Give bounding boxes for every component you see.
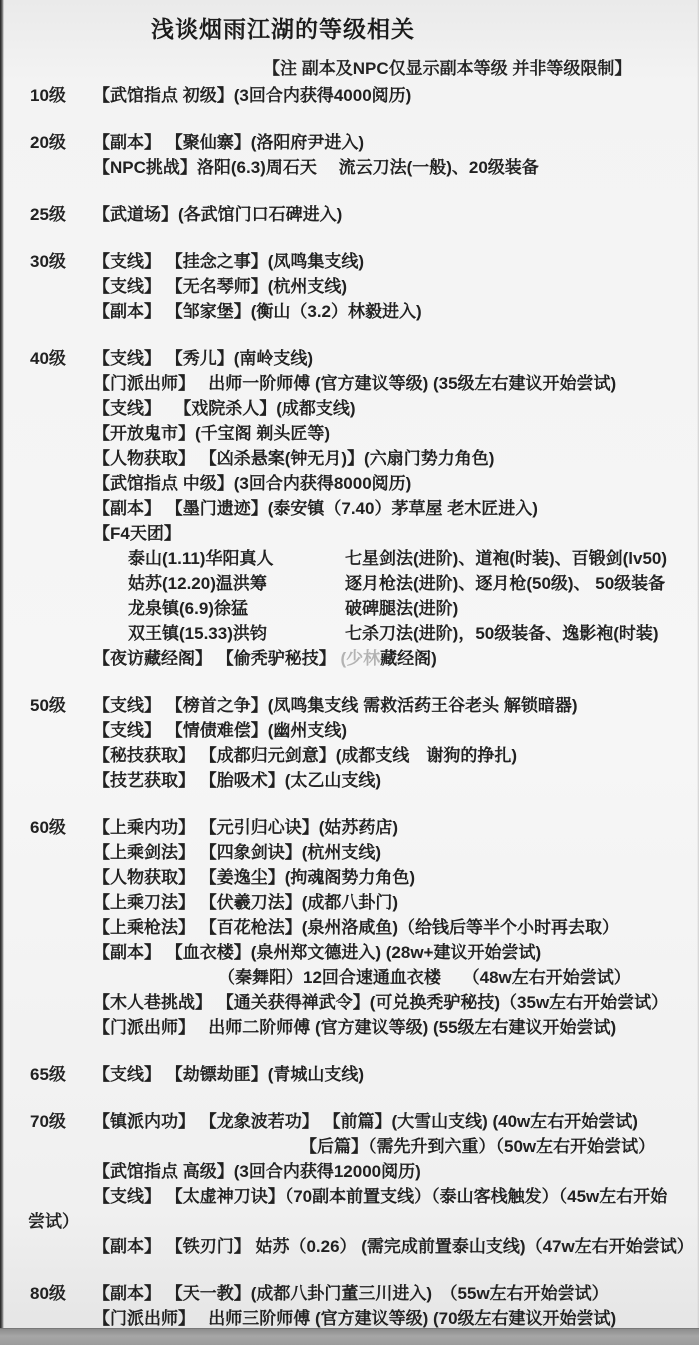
guide-row: 【秘技获取】 【成都归元剑意】(成都支线 谢狗的挣扎) <box>93 746 518 765</box>
guide-row: 【支线】 【太虚神刀诀】（70副本前置支线）（泰山客栈触发）（45w左右开始 <box>93 1187 668 1206</box>
guide-row: 【支线】 【挂念之事】(凤鸣集支线) <box>93 252 365 271</box>
row-text: 藏经阁) <box>380 649 437 668</box>
level-guide-list <box>0 83 699 1331</box>
guide-row: （秦舞阳）12回合速通血衣楼 （48w左右开始尝试） <box>218 968 631 987</box>
guide-row: 【上乘内功】 【元引归心诀】(姑苏药店) <box>93 818 399 837</box>
guide-row: 【副本】 【铁刃门】 姑苏（0.26） (需完成前置泰山支线)（47w左右开始尝试） <box>93 1237 694 1256</box>
level-group <box>0 1109 699 1259</box>
guide-row <box>93 646 699 671</box>
level-group <box>0 1281 699 1331</box>
guide-row: 【门派出师】 出师一阶师傅 (官方建议等级) (35级左右建议开始尝试) <box>93 374 617 393</box>
npc-name: 龙泉镇(6.9)徐猛 <box>128 599 248 618</box>
level-label: 50级 <box>30 696 66 715</box>
level-label: 65级 <box>30 1065 66 1084</box>
level-group <box>0 346 699 671</box>
guide-row: 【武馆指点 中级】(3回合内获得8000阅历) <box>93 474 412 493</box>
guide-row: 【人物获取】 【姜逸尘】(拘魂阁势力角色) <box>93 868 416 887</box>
npc-name: 姑苏(12.20)温洪筹 <box>128 574 267 593</box>
guide-row: 【门派出师】 出师二阶师傅 (官方建议等级) (55级左右建议开始尝试) <box>93 1018 617 1037</box>
guide-row <box>128 571 699 596</box>
guide-row: 【副本】 【血衣楼】(泉州郑文德进入) (28w+建议开始尝试) <box>93 943 542 962</box>
guide-row: 【人物获取】 【凶杀悬案(钟无月)】(六扇门势力角色) <box>93 449 495 468</box>
level-group <box>0 815 699 1040</box>
npc-reward: 七杀刀法(进阶)，50级装备、逸影袍(时装) <box>345 624 659 643</box>
guide-row: 【上乘刀法】 【伏羲刀法】(成都八卦门) <box>93 893 399 912</box>
guide-row: 【镇派内功】 【龙象波若功】 【前篇】(大雪山支线) (40w左右开始尝试) <box>93 1112 638 1131</box>
level-group <box>0 249 699 324</box>
level-group <box>0 693 699 793</box>
guide-row: 【门派出师】 出师三阶师傅 (官方建议等级) (70级左右建议开始尝试) <box>93 1309 617 1328</box>
level-group <box>0 130 699 180</box>
guide-row <box>128 546 699 571</box>
guide-row: 【副本】 【墨门遗迹】(泰安镇（7.40）茅草屋 老木匠进入) <box>93 499 538 518</box>
guide-row: 【F4天团】 <box>93 524 181 543</box>
guide-row: 【上乘枪法】 【百花枪法】(泉州洛咸鱼)（给钱后等半个小时再去取） <box>93 918 620 937</box>
level-label: 30级 <box>30 252 66 271</box>
guide-row: 【上乘剑法】 【四象剑诀】(杭州支线) <box>93 843 382 862</box>
npc-reward: 逐月枪法(进阶)、逐月枪(50级)、 50级装备 <box>345 574 666 593</box>
row-text: 【夜访藏经阁】 【偷秃驴秘技】 <box>93 649 341 668</box>
guide-row: 【后篇】（需先升到六重）（50w左右开始尝试） <box>300 1137 656 1156</box>
guide-row: 【支线】 【秀儿】(南岭支线) <box>93 349 314 368</box>
guide-row <box>128 621 699 646</box>
guide-row: 【技艺获取】 【胎吸术】(太乙山支线) <box>93 771 382 790</box>
level-label: 60级 <box>30 818 66 837</box>
level-group <box>0 83 699 108</box>
guide-row: 【支线】 【无名琴师】(杭州支线) <box>93 277 348 296</box>
level-group <box>0 202 699 227</box>
guide-row: 【支线】 【戏院杀人】(成都支线) <box>93 399 356 418</box>
npc-reward: 破碑腿法(进阶) <box>345 599 459 618</box>
faded-text: (少林 <box>340 649 381 668</box>
guide-row: 【支线】 【劫镖劫匪】(青城山支线) <box>93 1065 365 1084</box>
guide-row: 【副本】 【天一教】(成都八卦门董三川进入) （55w左右开始尝试） <box>93 1284 609 1303</box>
level-label: 20级 <box>30 133 66 152</box>
left-edge-shadow <box>0 0 4 1345</box>
guide-row: 【武馆指点 高级】(3回合内获得12000阅历) <box>93 1162 421 1181</box>
header-note: 【注 副本及NPC仅显示副本等级 并非等级限制】 <box>263 59 632 78</box>
page-title: 浅谈烟雨江湖的等级相关 <box>151 16 415 42</box>
guide-row: 【武馆指点 初级】(3回合内获得4000阅历) <box>93 86 412 105</box>
guide-row <box>128 596 699 621</box>
guide-row: 【木人巷挑战】 【通关获得禅武令】(可兑换秃驴秘技)（35w左右开始尝试） <box>93 993 669 1012</box>
guide-row: 【NPC挑战】洛阳(6.3)周石天 流云刀法(一般)、20级装备 <box>93 158 539 177</box>
level-label: 40级 <box>30 349 66 368</box>
level-label: 70级 <box>30 1112 66 1131</box>
guide-row: 【副本】 【聚仙寨】(洛阳府尹进入) <box>93 133 365 152</box>
level-group <box>0 1062 699 1087</box>
guide-row: 【武道场】(各武馆门口石碑进入) <box>93 205 343 224</box>
level-label: 80级 <box>30 1284 66 1303</box>
level-label: 25级 <box>30 205 66 224</box>
guide-row: 【开放鬼市】(千宝阁 剃头匠等) <box>93 424 331 443</box>
bottom-bar <box>0 1328 699 1345</box>
level-label: 10级 <box>30 86 66 105</box>
npc-reward: 七星剑法(进阶)、道袍(时装)、百锻剑(lv50) <box>345 549 668 568</box>
guide-row: 【副本】 【邹家堡】(衡山（3.2）林毅进入) <box>93 302 422 321</box>
npc-name: 双王镇(15.33)洪钧 <box>128 624 267 643</box>
npc-name: 泰山(1.11)华阳真人 <box>128 549 274 568</box>
guide-row: 【支线】 【榜首之争】(凤鸣集支线 需救活药王谷老头 解锁暗器) <box>93 696 578 715</box>
guide-row: 【支线】 【情债难偿】(幽州支线) <box>93 721 348 740</box>
guide-row: 尝试） <box>28 1212 79 1231</box>
